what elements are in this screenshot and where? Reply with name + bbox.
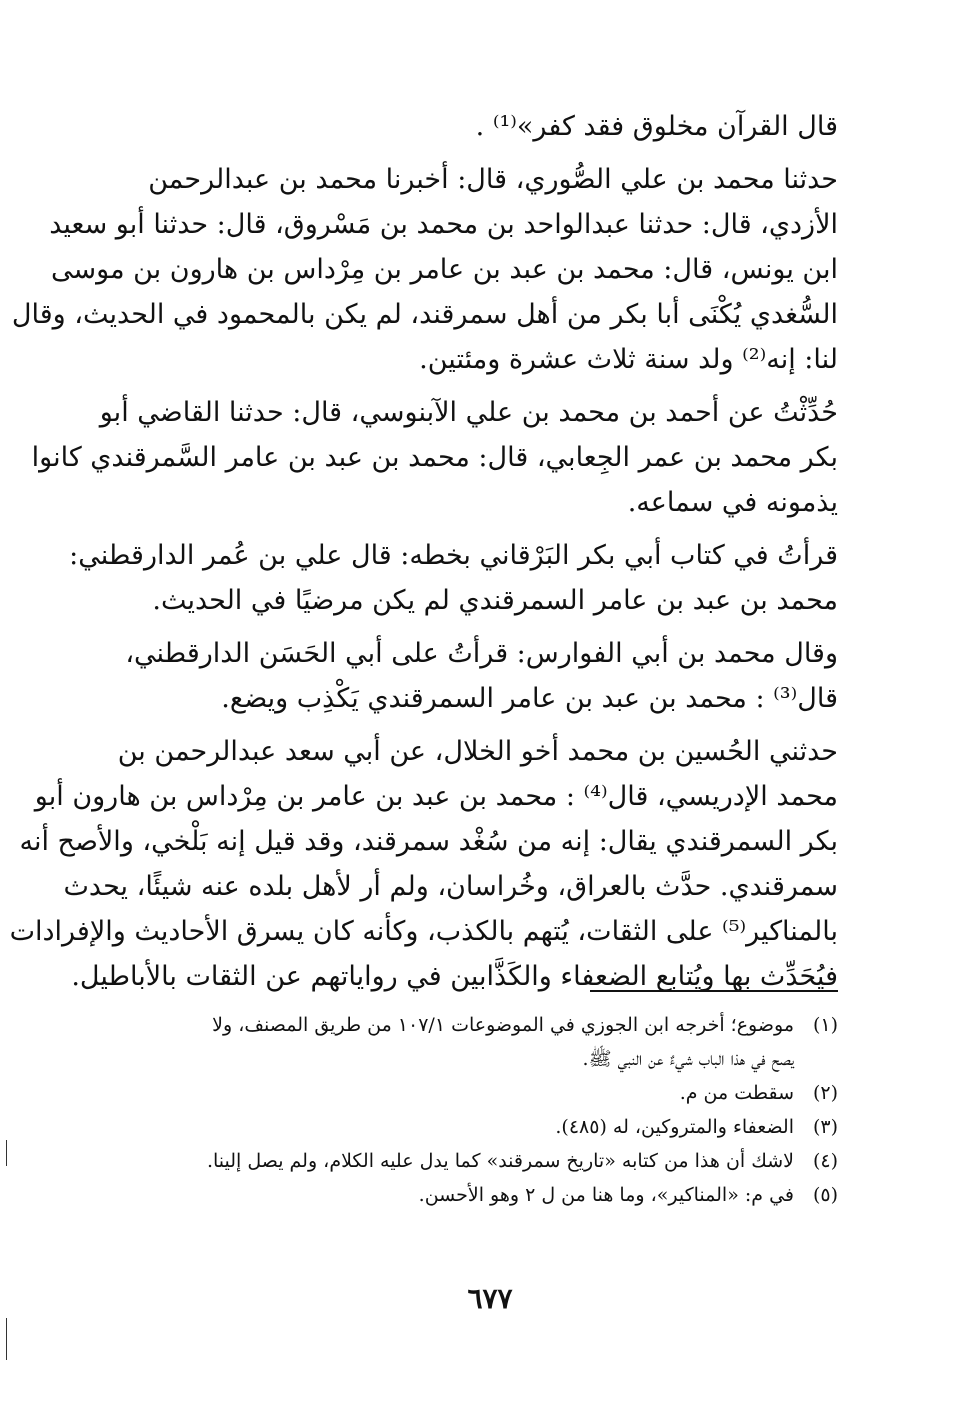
scan-edge-mark	[6, 1318, 7, 1360]
footnotes	[118, 1008, 838, 1212]
footnote-text: الضعفاء والمتروكين، له (٤٨٥).	[555, 1116, 794, 1138]
footnote-number: (٢)	[812, 1082, 838, 1104]
text-line: قال القرآن مخلوق فقد كفر»⁽¹⁾ .	[475, 111, 838, 142]
footnote-text: سقطت من م.	[679, 1082, 794, 1104]
text-line: سمرقندي. حدَّث بالعراق، وخُراسان، ولم أر لأهل بلده عنه شيئًا، يحدث	[63, 871, 838, 902]
footnote	[118, 1008, 838, 1042]
footnote-text: في م: «المناكير»، وما هنا من ل ٢ وهو الأحسن.	[418, 1184, 794, 1206]
footnote	[118, 1144, 838, 1178]
footnote-number: (٥)	[812, 1184, 838, 1206]
text-line: ابن يونس، قال: محمد بن عبد بن عامر بن مِرْداس بن هارون بن موسى	[51, 254, 838, 285]
text-line: الأزدي، قال: حدثنا عبدالواحد بن محمد بن مَسْروق، قال: حدثنا أبو سعيد	[49, 209, 838, 240]
text-line: السُّغدي يُكْنَى أبا بكر من أهل سمرقند، لم يكن بالمحمود في الحديث، وقال	[11, 299, 838, 330]
footnote	[118, 1178, 838, 1212]
text-line: محمد الإدريسي، قال⁽⁴⁾ : محمد بن عبد بن عامر بن مِرْداس بن هارون أبو	[34, 781, 838, 812]
text-line: وقال محمد بن أبي الفوارس: قرأتُ على أبي الحَسَن الدارقطني،	[125, 638, 838, 669]
footnote	[118, 1076, 838, 1110]
main-text	[9, 104, 838, 999]
text-line: قال⁽³⁾ : محمد بن عبد بن عامر السمرقندي يَكْذِب ويضع.	[221, 683, 838, 714]
text-line: فيُحَدِّث بها ويُتابع الضعفاء والكَذَّابين في رواياتهم عن الثقات بالأباطيل.	[71, 961, 838, 992]
footnote	[118, 1110, 838, 1144]
text-line: لنا: إنه⁽²⁾ ولد سنة ثلاث عشرة ومئتين.	[419, 344, 838, 375]
footnote-separator	[590, 990, 838, 992]
footnote-text: موضوع؛ أخرجه ابن الجوزي في الموضوعات ١٠٧/١ من طريق المصنف، ولا	[212, 1014, 794, 1036]
text-line: حدثنا محمد بن علي الصُّوري، قال: أخبرنا محمد بن عبدالرحمن	[148, 164, 838, 195]
text-line: حُدِّثْتُ عن أحمد بن محمد بن علي الآبنوسي، قال: حدثنا القاضي أبو	[99, 397, 838, 428]
text-line: بكر محمد بن عمر الجِعابي، قال: محمد بن عبد بن عامر السَّمرقندي كانوا	[31, 442, 838, 473]
text-line: يذمونه في سماعه.	[627, 487, 838, 518]
page-number: ٦٧٧	[467, 1282, 513, 1315]
text-line: محمد بن عبد بن عامر السمرقندي لم يكن مرضيًا في الحديث.	[152, 585, 838, 616]
footnote-text: لاشك أن هذا من كتابه «تاريخ سمرقند» كما يدل عليه الكلام، ولم يصل إلينا.	[206, 1150, 794, 1172]
footnote-number: (٤)	[812, 1150, 838, 1172]
scan-edge-mark	[6, 1140, 7, 1166]
text-line: حدثني الحُسين بن محمد أخو الخلال، عن أبي سعد عبدالرحمن بن	[117, 736, 838, 767]
footnote-number: (٣)	[812, 1116, 838, 1138]
text-line: قرأتُ في كتاب أبي بكر البَرْقاني بخطه: قال علي بن عُمر الدارقطني:	[69, 540, 838, 571]
text-line: بالمناكير⁽⁵⁾ على الثقات، يُتهم بالكذب، وكأنه كان يسرق الأحاديث والإفرادات	[9, 916, 838, 947]
footnote-number: (١)	[812, 1014, 838, 1036]
footnote-continuation: يصح في هذا الباب شيءٌ عن النبي ﷺ.	[582, 1048, 794, 1070]
text-line: بكر السمرقندي يقال: إنه من سُغْد سمرقند، وقد قيل إنه بَلْخي، والأصح أنه	[19, 826, 838, 857]
